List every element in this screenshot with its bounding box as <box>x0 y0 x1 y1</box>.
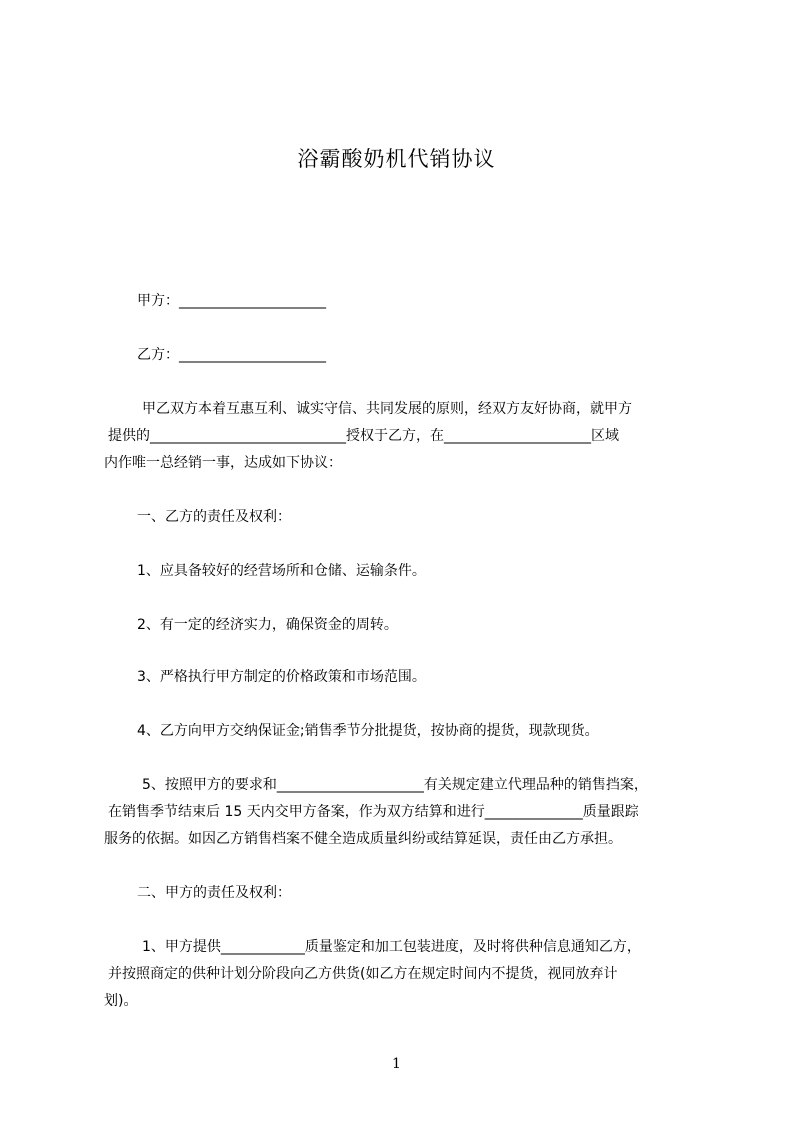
document-title: 浴霸酸奶机代销协议 <box>297 147 496 171</box>
page-number: 1 <box>392 1056 401 1072</box>
intro-line-2: 提供的____________________________授权于乙方，在_____________________区域 <box>108 428 619 444</box>
section2-item-1-line-1: 1、甲方提供____________质量鉴定和加工包装进度，及时将供种信息通知乙方， <box>142 939 641 955</box>
section1-item-5-line-2: 在销售季节结束后 15 天内交甲方备案，作为双方结算和进行______________质量跟踪 <box>108 804 639 820</box>
party-b-line: 乙方：_____________________ <box>137 347 326 363</box>
intro-line-3: 内作唯一总经销一事，达成如下协议： <box>104 455 342 471</box>
section1-item-2: 2、有一定的经济实力，确保资金的周转。 <box>137 617 398 633</box>
party-a-line: 甲方：_____________________ <box>137 293 326 309</box>
section1-item-1: 1、应具备较好的经营场所和仓储、运输条件。 <box>137 563 426 579</box>
section1-item-4: 4、乙方向甲方交纳保证金;销售季节分批提货，按协商的提货，现款现货。 <box>137 723 599 739</box>
section2-item-1-line-3: 划)。 <box>104 993 138 1009</box>
intro-line-1: 甲乙双方本着互惠互利、诚实守信、共同发展的原则，经双方友好协商，就甲方 <box>142 401 632 417</box>
section2-item-1-line-2: 并按照商定的供种计划分阶段向乙方供货(如乙方在规定时间内不提货，视同放弃计 <box>108 966 618 982</box>
section2-heading: 二、甲方的责任及权利： <box>137 885 291 901</box>
section1-item-5-line-3: 服务的依据。如因乙方销售档案不健全造成质量纠纷或结算延误，责任由乙方承担。 <box>104 831 622 847</box>
section1-item-5-line-1: 5、按照甲方的要求和_____________________有关规定建立代理品种的销售挡案， <box>142 777 648 793</box>
section1-item-3: 3、严格执行甲方制定的价格政策和市场范围。 <box>137 669 426 685</box>
section1-heading: 一、乙方的责任及权利： <box>137 509 291 525</box>
